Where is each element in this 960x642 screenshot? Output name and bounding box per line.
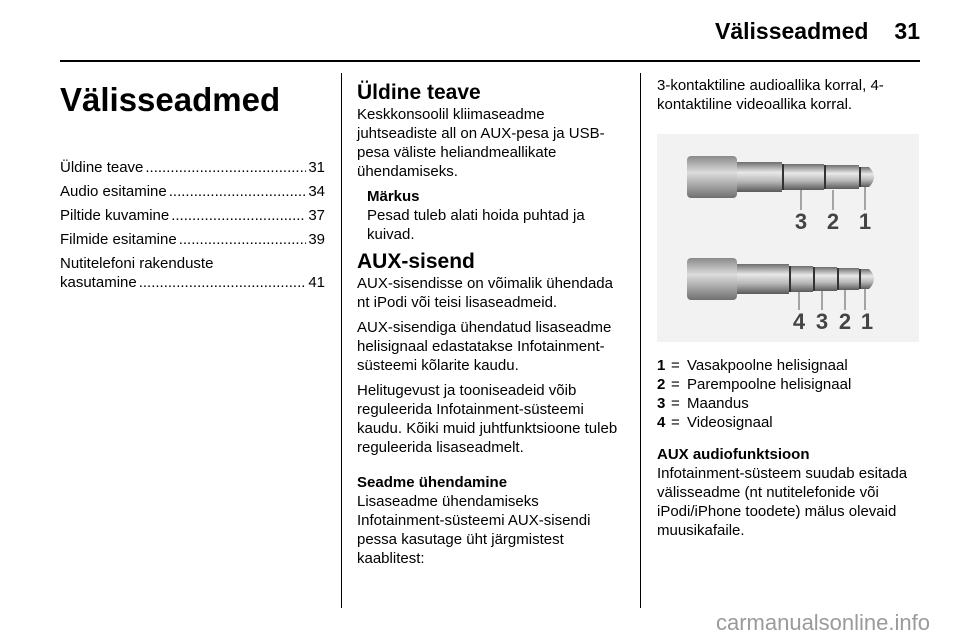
toc-page: 41	[308, 274, 325, 291]
plug3-label: 3	[794, 209, 808, 234]
connect-paragraph: Lisaseadme ühendamiseks Infotainment-süsteemi AUX-sisendi pessa kasutage üht järgmistest kaablitest:	[357, 493, 591, 567]
aux-paragraph-3: Helitugevust ja tooniseadeid võib reguleerida Infotainment-süsteemi kaudu. Kõiki muid juhtfunktsioone tuleb reguleerida lisaseadmelt.	[357, 382, 618, 456]
legend-row	[657, 375, 922, 394]
legend-num: 4	[657, 414, 666, 431]
legend-num: 2	[657, 376, 666, 393]
legend-num: 1	[657, 357, 666, 374]
toc-item[interactable]	[60, 230, 325, 249]
toc-column	[60, 73, 325, 292]
toc-page: 34	[308, 183, 325, 200]
toc-leader	[179, 230, 307, 249]
cable-info-column	[657, 73, 922, 546]
toc-item[interactable]	[60, 182, 325, 201]
toc-leader	[171, 206, 306, 225]
chapter-title: Välisseadmed	[60, 81, 281, 118]
header-rule	[60, 60, 920, 62]
legend-eq: =	[671, 357, 680, 374]
legend-eq: =	[671, 376, 680, 393]
legend-row	[657, 394, 922, 413]
intro-paragraph: Keskkonsoolil kliimaseadme juhtseadiste all on AUX-pesa ja USB-pesa väliste heliandmeallikate ühendamiseks.	[357, 106, 605, 180]
aux-paragraph-1: AUX-sisendisse on võimalik ühendada nt iPodi või teisi lisaseadmeid.	[357, 275, 613, 311]
general-info-column	[357, 73, 625, 574]
toc-item[interactable]	[60, 206, 325, 225]
header-title: Välisseadmed	[715, 18, 869, 44]
toc-label: Piltide kuvamine	[60, 207, 170, 224]
toc-page: 39	[308, 231, 325, 248]
plug4-label: 1	[860, 309, 874, 334]
aux-function-paragraph: Infotainment-süsteem suudab esitada välisseadme (nt nutitelefonide või iPodi/iPhone toodete) mälus olevaid muusikafaile.	[657, 465, 908, 539]
toc-label-line1: Nutitelefoni rakenduste	[60, 255, 214, 272]
note-box	[367, 187, 625, 244]
plug4-label: 3	[815, 309, 829, 334]
three-pin-plug	[687, 156, 874, 234]
note-text: Pesad tuleb alati hoida puhtad ja kuivad.	[367, 207, 585, 243]
plug-illustration	[657, 134, 919, 342]
section-heading: Üldine teave	[357, 81, 481, 104]
legend-row	[657, 413, 922, 432]
four-pin-plug	[687, 258, 874, 334]
toc-leader	[145, 158, 306, 177]
toc-item[interactable]	[60, 254, 325, 292]
toc-item[interactable]	[60, 158, 325, 177]
toc-label: kasutamine	[60, 274, 137, 291]
connect-heading: Seadme ühendamine	[357, 474, 508, 491]
plug4-label: 4	[792, 309, 806, 334]
legend-text: Parempoolne helisignaal	[687, 376, 852, 393]
toc-label: Audio esitamine	[60, 183, 167, 200]
toc-leader	[169, 182, 307, 201]
toc-page: 37	[308, 207, 325, 224]
aux-paragraph-2: AUX-sisendiga ühendatud lisaseadme helisignaal edastatakse Infotainment-süsteemi kõlarite kaudu.	[357, 319, 612, 374]
legend-eq: =	[671, 414, 680, 431]
cable-paragraph: 3-kontaktiline audioallika korral, 4-kontaktiline videoallika korral.	[657, 77, 884, 113]
toc-leader	[139, 273, 307, 292]
note-title: Märkus	[367, 188, 420, 205]
aux-function-heading: AUX audiofunktsioon	[657, 446, 810, 463]
column-divider-1	[341, 73, 342, 608]
plug-figure	[657, 134, 919, 342]
watermark: carmanualsonline.info	[715, 610, 930, 635]
aux-heading: AUX-sisend	[357, 250, 475, 273]
legend-text: Vasakpoolne helisignaal	[687, 357, 848, 374]
toc-label: Üldine teave	[60, 159, 144, 176]
toc-page: 31	[308, 159, 325, 176]
legend-num: 3	[657, 395, 666, 412]
legend-eq: =	[671, 395, 680, 412]
page-number: 31	[894, 18, 920, 44]
plug4-label: 2	[838, 309, 852, 334]
pin-legend	[657, 356, 922, 432]
toc-label: Filmide esitamine	[60, 231, 177, 248]
legend-text: Maandus	[687, 395, 749, 412]
plug3-label: 1	[858, 209, 872, 234]
plug3-label: 2	[826, 209, 840, 234]
legend-row	[657, 356, 922, 375]
legend-text: Videosignaal	[687, 414, 773, 431]
column-divider-2	[640, 73, 641, 608]
